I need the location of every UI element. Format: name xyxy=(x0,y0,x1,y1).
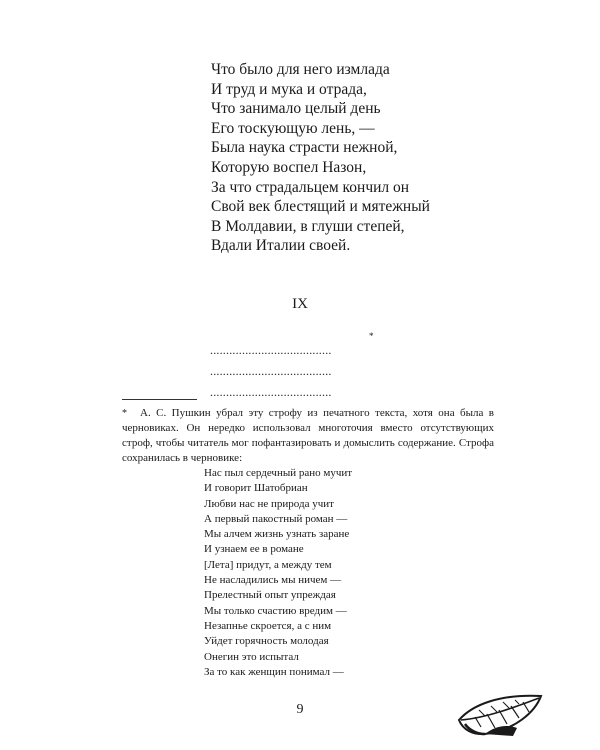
draft-line: И говорит Шатобриан xyxy=(204,482,308,495)
footnote-reference[interactable]: * xyxy=(369,331,374,341)
draft-line: Мы алчем жизнь узнать заране xyxy=(204,528,350,541)
draft-line: А первый пакостный роман — xyxy=(204,512,348,525)
poem-line: И труд и мука и отрада, xyxy=(211,80,367,98)
draft-line: Любви нас не природа учит xyxy=(204,497,334,510)
page-number: 9 xyxy=(296,702,304,717)
stanza-number: IX xyxy=(292,296,308,312)
poem-line: Свой век блестящий и мятежный xyxy=(211,198,430,216)
poem-line: Его тоскующую лень, — xyxy=(211,119,375,137)
poem-line: Вдали Италии своей. xyxy=(211,237,351,255)
draft-line: Мы только счастию вредим — xyxy=(204,604,347,617)
poem-stanza xyxy=(211,60,430,256)
footnote-divider xyxy=(122,399,197,400)
draft-line: Онегин это испытал xyxy=(204,650,299,663)
poem-line: Которую воспел Назон, xyxy=(211,158,367,176)
dots-line: ...................................... xyxy=(210,343,332,357)
poem-line: Что было для него измлада xyxy=(211,61,390,78)
poem-line: Что занимало целый день xyxy=(211,100,381,118)
leaf-ornament-icon xyxy=(455,690,545,738)
draft-line: За то как женщин понимал — xyxy=(204,665,344,678)
draft-line: Нас пыл сердечный рано мучит xyxy=(204,467,353,479)
draft-line: Прелестный опыт упреждая xyxy=(204,589,336,602)
dots-line: ...................................... xyxy=(210,385,332,399)
draft-line: Не насладились мы ничем — xyxy=(204,574,342,587)
omitted-stanza-dots xyxy=(210,340,332,403)
footnote-marker: * xyxy=(122,408,127,419)
poem-line: За что страдальцем кончил он xyxy=(211,178,410,196)
draft-line: [Лета] придут, а между тем xyxy=(204,558,332,571)
dots-line: ...................................... xyxy=(210,364,332,378)
poem-line: В Молдавии, в глуши степей, xyxy=(211,217,405,235)
draft-line: Незапнье скроется, а с ним xyxy=(204,619,332,632)
draft-stanza xyxy=(204,466,494,680)
draft-line: И узнаем ее в романе xyxy=(204,543,304,556)
footnote-text: А. С. Пушкин убрал эту строфу из печатного текста, хотя она была в черновиках. Он нередко использовал многоточия вместо отсутствующих строф, чтобы читатель мог пофантазировать и домыслить содержание. Строфа сохранилась в черновике: xyxy=(122,407,494,464)
draft-line: Уйдет горячность молодая xyxy=(204,635,329,648)
footnote xyxy=(122,406,494,680)
poem-line: Была наука страсти нежной, xyxy=(211,139,398,157)
